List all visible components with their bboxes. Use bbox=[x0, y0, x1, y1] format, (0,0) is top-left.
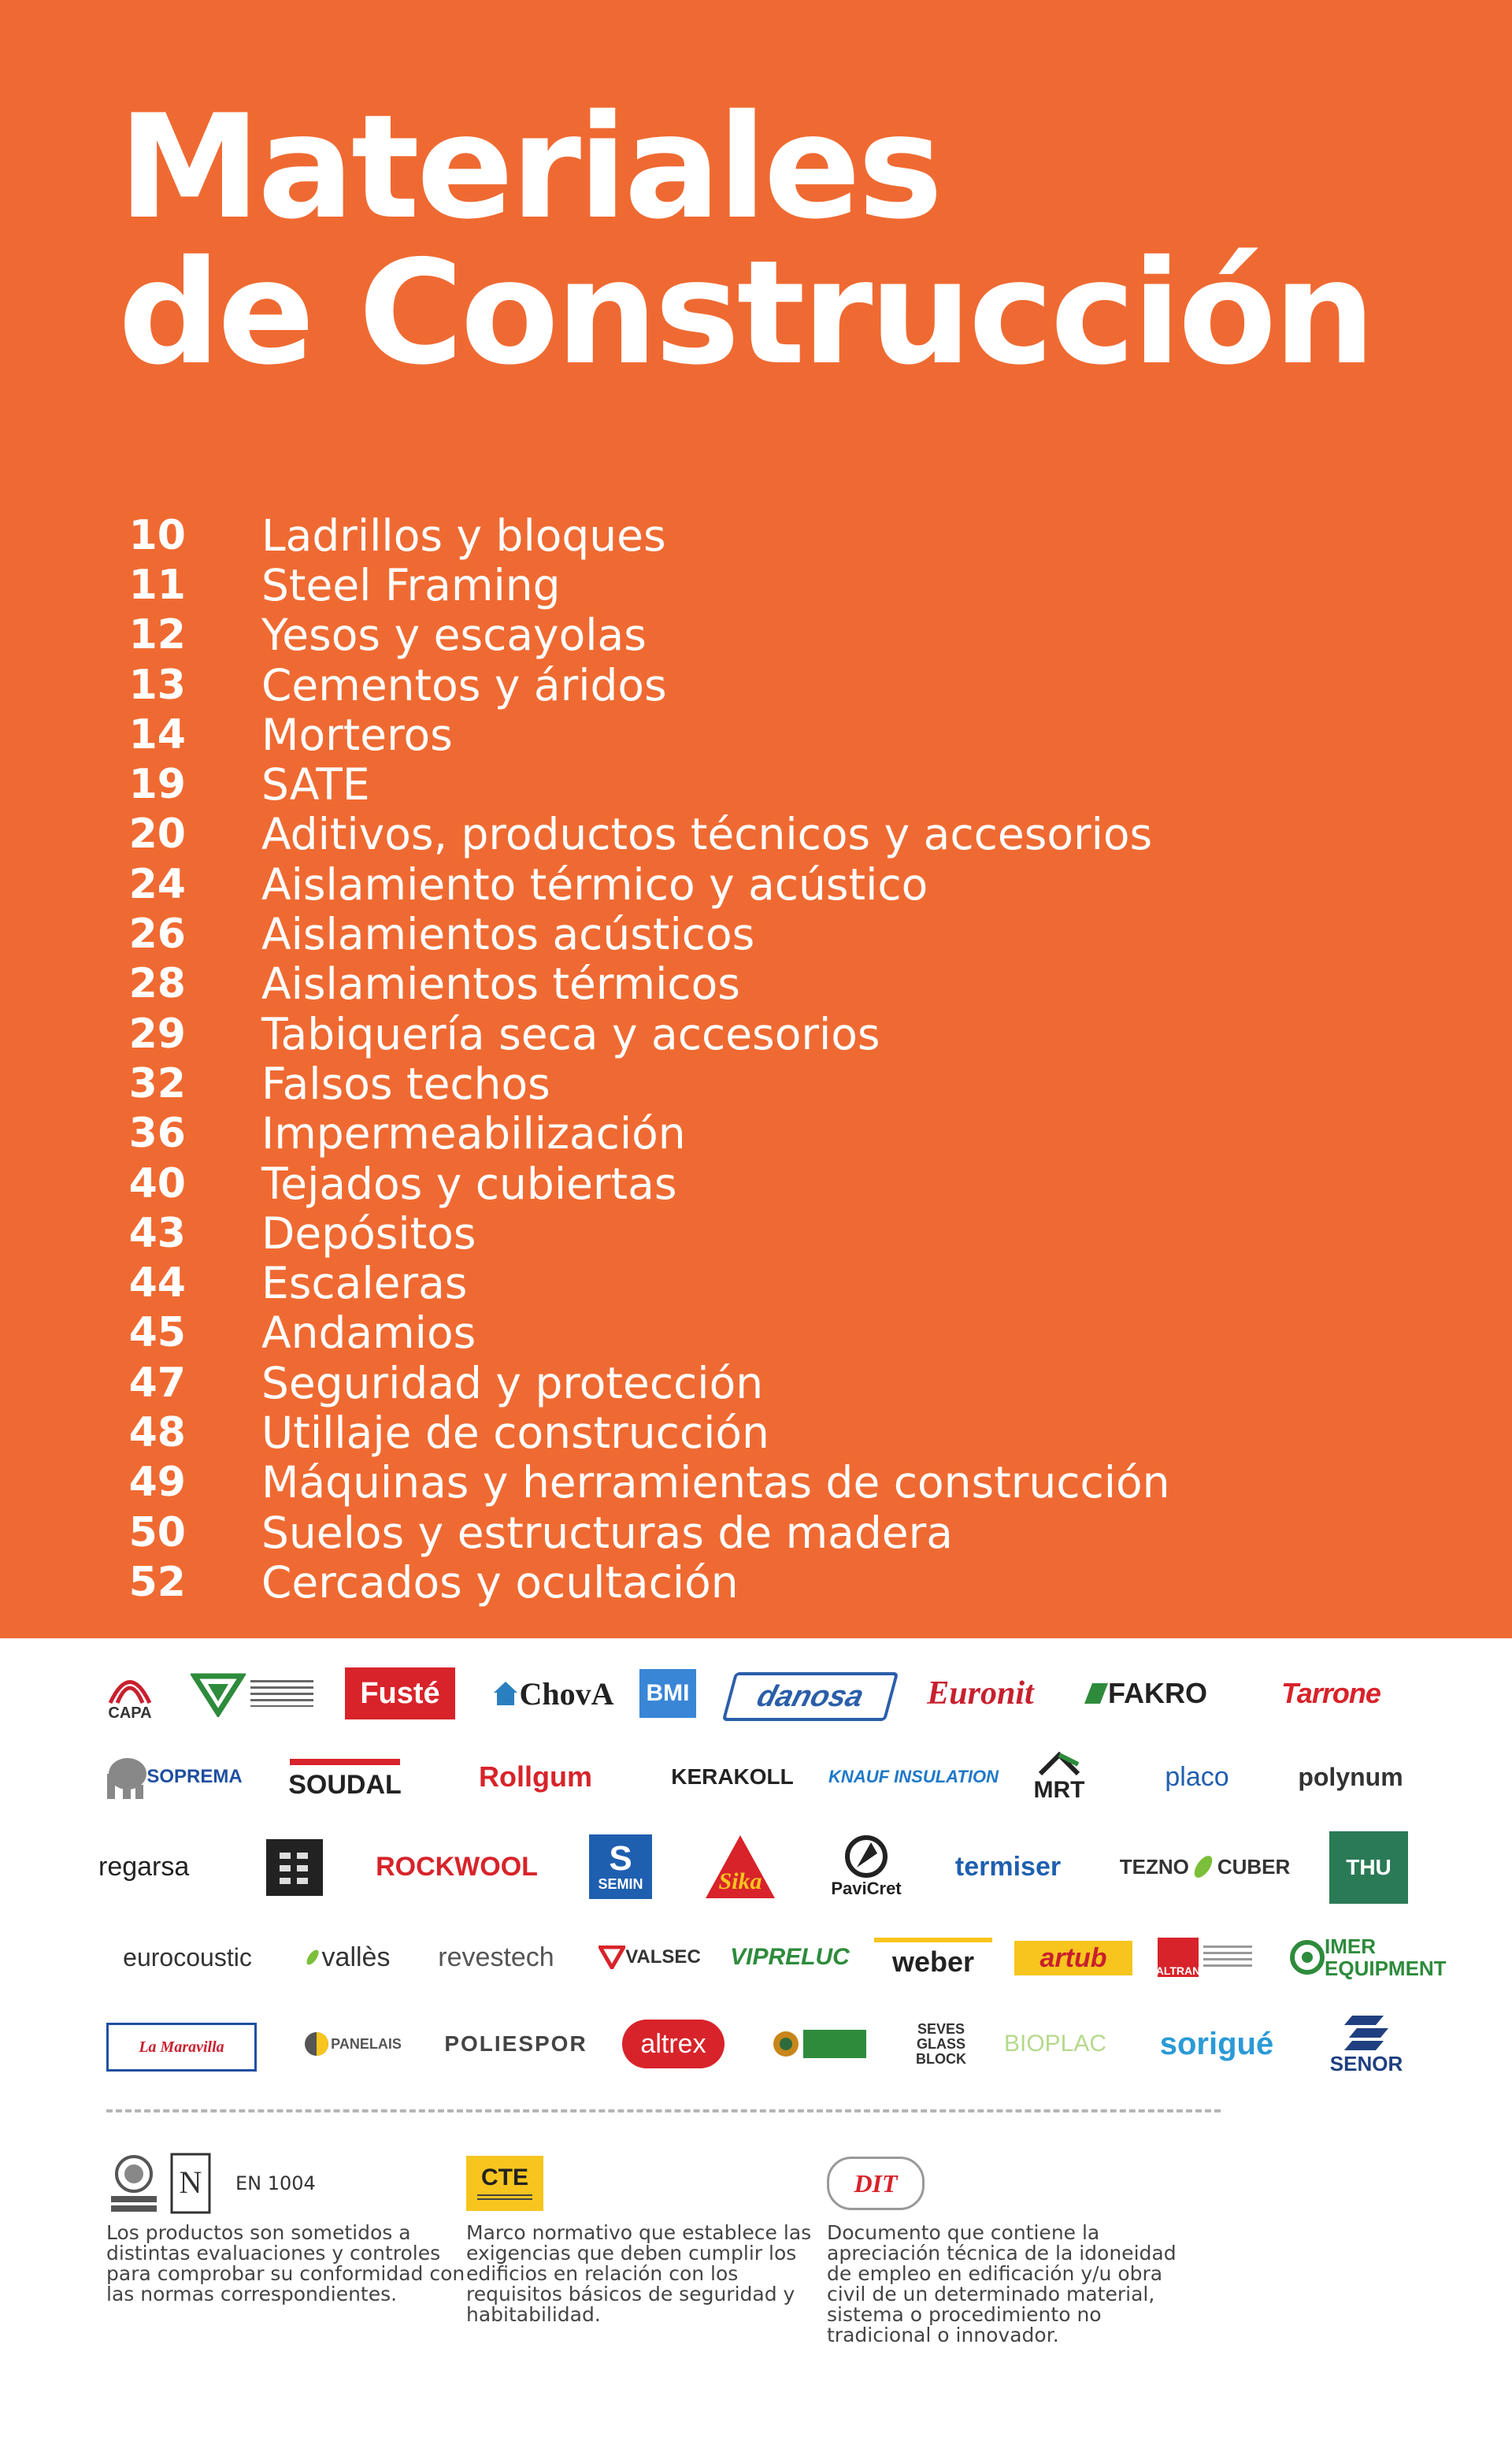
toc-page: 43 bbox=[128, 1209, 186, 1257]
en-label: EN 1004 bbox=[235, 2172, 316, 2194]
brand-logo-sika bbox=[701, 1831, 780, 1902]
green-banner bbox=[803, 2030, 866, 2058]
brand-logo-vipreluc: VIPRELUC bbox=[730, 1944, 850, 1970]
page-title bbox=[118, 83, 1373, 396]
toc-row[interactable] bbox=[118, 810, 1457, 859]
toc-label: Falsos techos bbox=[261, 1058, 550, 1109]
brand-logo-danosa: danosa bbox=[722, 1672, 899, 1721]
triangle-logo-icon bbox=[191, 1670, 246, 1717]
toc-label: Seguridad y protección bbox=[261, 1357, 764, 1408]
toc-row[interactable] bbox=[118, 1159, 1457, 1208]
toc-label: Morteros bbox=[261, 709, 453, 760]
toc-row[interactable] bbox=[118, 859, 1457, 909]
toc-page: 49 bbox=[128, 1459, 186, 1507]
brand-logo-panelais: PANELAIS bbox=[293, 2009, 411, 2079]
toc-label: Cementos y áridos bbox=[261, 659, 667, 710]
brand-logo-tarrone: Tarrone bbox=[1281, 1677, 1380, 1709]
toc-label: Aislamientos térmicos bbox=[261, 959, 740, 1010]
brand-logo-poliespor: POLIESPOR bbox=[444, 2031, 587, 2056]
panelais-circle-icon bbox=[302, 2030, 331, 2058]
brand-logo-fuste: Fusté bbox=[345, 1667, 455, 1719]
medal-icon bbox=[772, 2022, 800, 2066]
bureau-veritas-icon bbox=[106, 2152, 161, 2215]
toc-label: Utillaje de construcción bbox=[261, 1408, 769, 1458]
toc-row[interactable] bbox=[118, 1557, 1457, 1607]
dit-badge: DIT bbox=[827, 2157, 925, 2210]
svg-text:N: N bbox=[179, 2164, 202, 2200]
toc-page: 45 bbox=[128, 1309, 186, 1357]
brand-logo-regarsa: regarsa bbox=[98, 1851, 190, 1882]
footer-certification bbox=[106, 2152, 476, 2305]
toc-row[interactable] bbox=[118, 710, 1457, 759]
brand-logo-cementos bbox=[189, 1658, 315, 1729]
block-letters-icon bbox=[275, 1848, 314, 1887]
toc-page: 24 bbox=[128, 860, 186, 908]
brand-logo-soprema: SOPREMA bbox=[102, 1742, 244, 1812]
brand-logo-altran: ALTRAN bbox=[1154, 1922, 1256, 1993]
divider bbox=[106, 2109, 1221, 2112]
toc-page: 52 bbox=[128, 1558, 186, 1606]
brand-logo-bmi: BMI bbox=[639, 1669, 696, 1718]
toc-label: Andamios bbox=[261, 1308, 476, 1359]
brand-logo-senor: SENOR bbox=[1319, 2009, 1414, 2079]
brand-logo-pavicret: PaviCret bbox=[819, 1831, 914, 1902]
semin-s-icon: S bbox=[609, 1838, 632, 1878]
small-text-block bbox=[250, 1680, 313, 1707]
toc-label: Escaleras bbox=[261, 1258, 468, 1309]
brand-logo-placo: placo bbox=[1165, 1761, 1229, 1792]
cte-badge: CTE bbox=[466, 2156, 543, 2211]
brand-logo-seves: SEVES GLASS BLOCK bbox=[916, 2020, 966, 2067]
dit-badge-wrap bbox=[827, 2152, 1197, 2215]
toc-page: 14 bbox=[128, 710, 186, 759]
toc-row[interactable] bbox=[118, 1458, 1457, 1508]
cte-badge-wrap bbox=[466, 2152, 836, 2215]
toc-page: 19 bbox=[128, 761, 186, 809]
certification-badges bbox=[106, 2152, 476, 2215]
toc-row[interactable] bbox=[118, 909, 1457, 959]
toc-page: 40 bbox=[128, 1159, 186, 1207]
brand-logo-imer: IMER EQUIPMENT bbox=[1288, 1922, 1414, 1993]
toc-label: Aislamiento térmico y acústico bbox=[261, 859, 928, 910]
toc-row[interactable] bbox=[118, 1408, 1457, 1457]
brand-logo-altrex: altrex bbox=[622, 2020, 724, 2068]
toc-page: 11 bbox=[128, 561, 186, 609]
toc-label: Tejados y cubiertas bbox=[261, 1158, 677, 1209]
footer-dit bbox=[827, 2152, 1197, 2346]
toc-page: 26 bbox=[128, 911, 186, 959]
toc-label: Ladrillos y bloques bbox=[261, 510, 666, 561]
toc-page: 28 bbox=[128, 960, 186, 1008]
toc-row[interactable] bbox=[118, 959, 1457, 1009]
brand-logo-valsec: VALSEC bbox=[591, 1922, 709, 1993]
sika-triangle-icon bbox=[704, 1834, 776, 1900]
toc-page: 36 bbox=[128, 1110, 186, 1158]
brand-logo-kerakoll: KERAKOLL bbox=[671, 1764, 794, 1789]
dit-text: Documento que contiene la apreciación técnica de la idoneidad de empleo en edificación y/u obra civil de un determinado material, sistema o procedimiento no tradicional o innovador. bbox=[827, 2221, 1177, 2346]
brand-logo-knauf: KNAUF INSULATION bbox=[828, 1767, 999, 1786]
brand-logo-tezno-cuber: TEZNO CUBER bbox=[1106, 1831, 1303, 1902]
brand-logo-sorigue: sorigué bbox=[1159, 2026, 1274, 2061]
brand-logo-prefabricados bbox=[768, 2009, 870, 2079]
brand-logo-weber: weber bbox=[874, 1938, 992, 1982]
toc-label: Impermeabilización bbox=[261, 1108, 686, 1159]
toc-row[interactable] bbox=[118, 560, 1457, 610]
small-text-block bbox=[477, 2194, 532, 2202]
toc-row[interactable] bbox=[118, 1358, 1457, 1408]
title-line-1: Materiales bbox=[118, 83, 940, 250]
toc-label: Depósitos bbox=[261, 1207, 476, 1259]
brand-logo-euronit: Euronit bbox=[927, 1675, 1034, 1712]
brand-logo-rockwool: ROCKWOOL bbox=[376, 1851, 538, 1882]
brand-logo-semin: S SEMIN bbox=[589, 1834, 652, 1899]
toc-label: Máquinas y herramientas de construcción bbox=[261, 1457, 1170, 1508]
valles-leaf-icon bbox=[303, 1948, 322, 1967]
toc-row[interactable] bbox=[118, 1258, 1457, 1308]
brand-logo-chova: ChovA bbox=[488, 1658, 618, 1729]
toc-label: Aditivos, productos técnicos y accesorios bbox=[261, 809, 1153, 860]
logo-row-4 bbox=[94, 1922, 1447, 1997]
toc-page: 44 bbox=[128, 1259, 186, 1308]
brand-logo-thu: THU bbox=[1329, 1831, 1408, 1904]
toc-label: Suelos y estructuras de madera bbox=[261, 1507, 953, 1558]
brand-logo-soudal: SOUDAL bbox=[290, 1759, 400, 1805]
toc-row[interactable] bbox=[118, 1508, 1457, 1557]
logo-row-5 bbox=[94, 2009, 1425, 2084]
brand-logo-fakro: FAKRO bbox=[1071, 1658, 1221, 1729]
toc-label: Tabiquería seca y accesorios bbox=[261, 1008, 880, 1059]
fakro-mark-icon bbox=[1084, 1682, 1108, 1705]
toc-page: 48 bbox=[128, 1408, 186, 1456]
table-of-contents bbox=[118, 510, 1457, 1608]
logo-row-1 bbox=[94, 1658, 1425, 1734]
logo-row-2 bbox=[94, 1742, 1425, 1817]
toc-label: Cercados y ocultación bbox=[261, 1556, 739, 1608]
elephant-icon bbox=[104, 1753, 146, 1801]
pavicret-mark-icon bbox=[844, 1834, 888, 1879]
toc-row[interactable] bbox=[118, 759, 1457, 809]
brand-logo-valles: vallès bbox=[295, 1922, 398, 1993]
toc-label: SATE bbox=[261, 759, 370, 810]
brand-logo-rollgum: Rollgum bbox=[479, 1760, 592, 1793]
toc-label: Steel Framing bbox=[261, 559, 561, 610]
brand-logo-bioplac: BIOPLAC bbox=[1003, 2031, 1107, 2057]
toc-row[interactable] bbox=[118, 1308, 1457, 1358]
brand-logo-mrt: MRT bbox=[1024, 1742, 1095, 1812]
toc-page: 20 bbox=[128, 810, 186, 859]
imer-circle-icon bbox=[1290, 1940, 1325, 1975]
mrt-mark-icon bbox=[1037, 1750, 1081, 1777]
toc-row[interactable] bbox=[118, 1208, 1457, 1258]
toc-row[interactable] bbox=[118, 1009, 1457, 1059]
cte-text: Marco normativo que establece las exigencias que deben cumplir los edificios en relación con los requisitos básicos de seguridad y habitabilidad. bbox=[466, 2221, 812, 2326]
toc-page: 13 bbox=[128, 661, 186, 709]
leaf-icon bbox=[1189, 1853, 1217, 1881]
brand-logo-la-maravilla: La Maravilla bbox=[106, 2023, 257, 2072]
toc-label: Aislamientos acústicos bbox=[261, 909, 755, 960]
brand-logo-revestech: revestech bbox=[438, 1942, 554, 1972]
toc-row[interactable] bbox=[118, 1109, 1457, 1159]
valsec-mark-icon bbox=[598, 1946, 625, 1969]
capa-icon bbox=[106, 1665, 154, 1704]
brand-logo-morteros-block bbox=[266, 1839, 323, 1896]
brand-logo-eurocoustic: eurocoustic bbox=[123, 1942, 252, 1971]
toc-row[interactable] bbox=[118, 510, 1457, 560]
toc-row[interactable] bbox=[118, 610, 1457, 660]
brand-logo-capa: CAPA bbox=[102, 1658, 158, 1729]
title-line-2: de Construcción bbox=[118, 229, 1373, 396]
senor-mark-icon bbox=[1344, 2012, 1388, 2052]
aenor-n-icon bbox=[169, 2152, 212, 2215]
certification-text: Los productos son sometidos a distintas evaluaciones y controles para comprobar su conformidad con las normas correspondientes. bbox=[106, 2221, 465, 2305]
toc-row[interactable] bbox=[118, 660, 1457, 710]
toc-page: 12 bbox=[128, 611, 186, 659]
house-icon bbox=[492, 1680, 519, 1707]
toc-page: 10 bbox=[128, 511, 186, 559]
toc-row[interactable] bbox=[118, 1059, 1457, 1108]
brand-logo-artub: artub bbox=[1014, 1941, 1132, 1975]
brand-logo-polynum: polynum bbox=[1298, 1762, 1403, 1791]
svg-text:Sika: Sika bbox=[718, 1868, 762, 1894]
toc-page: 29 bbox=[128, 1010, 186, 1058]
toc-page: 50 bbox=[128, 1508, 186, 1556]
toc-page: 47 bbox=[128, 1359, 186, 1407]
small-text-block bbox=[1203, 1946, 1252, 1969]
footer-cte bbox=[466, 2152, 836, 2325]
brand-logo-termiser: termiser bbox=[954, 1851, 1062, 1882]
logo-row-3 bbox=[94, 1831, 1425, 1907]
toc-label: Yesos y escayolas bbox=[261, 610, 647, 661]
toc-page: 32 bbox=[128, 1059, 186, 1107]
